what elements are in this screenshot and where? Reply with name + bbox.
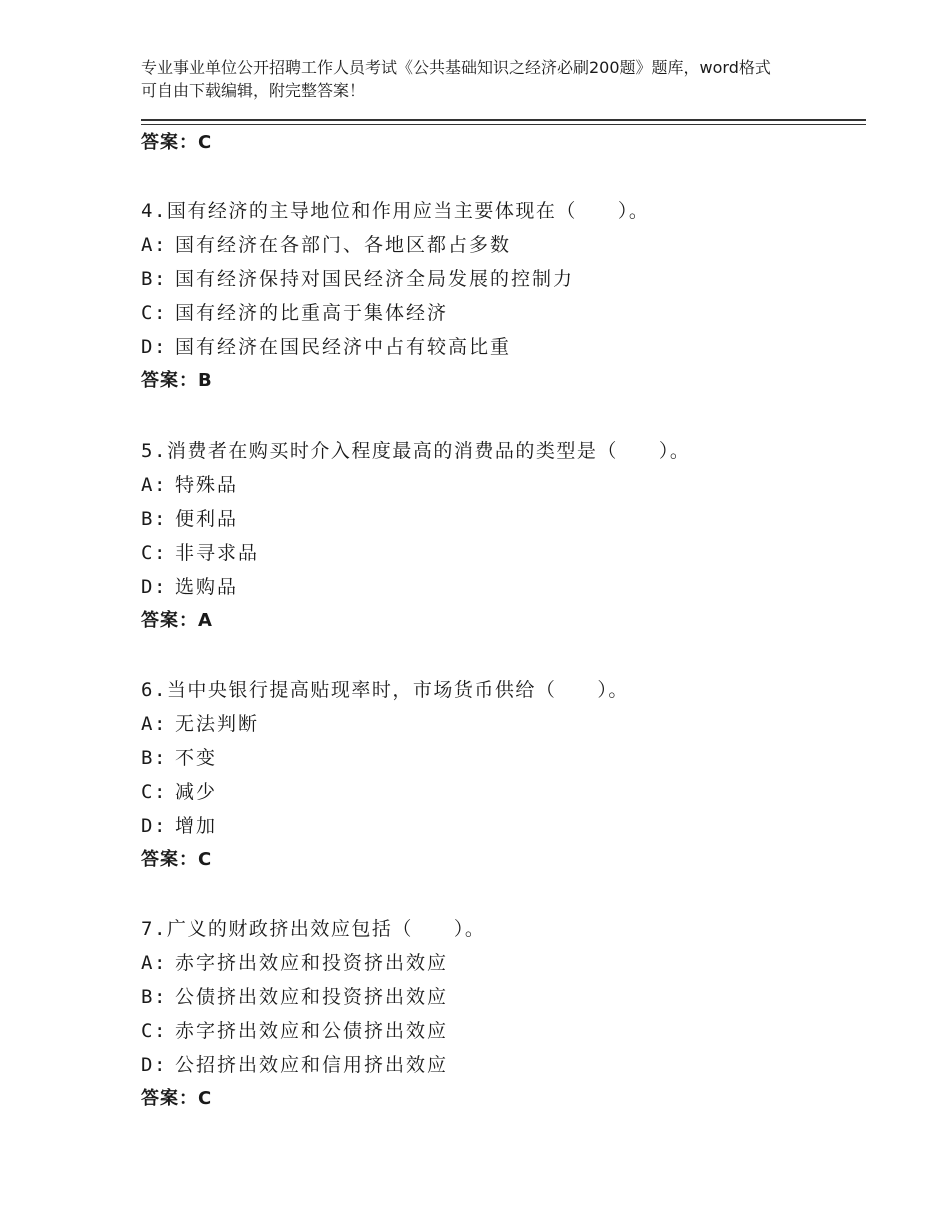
option-text: 国有经济的比重高于集体经济 bbox=[175, 302, 449, 324]
option-letter: C: bbox=[141, 781, 167, 803]
option-a bbox=[141, 712, 861, 746]
question-text: 7.广义的财政挤出效应包括（ ）。 bbox=[141, 918, 486, 940]
answer-label: 答案：B bbox=[141, 370, 213, 391]
option-letter: D: bbox=[141, 1054, 167, 1076]
option-letter: D: bbox=[141, 576, 167, 598]
option-text: 赤字挤出效应和投资挤出效应 bbox=[175, 952, 449, 974]
previous-answer: 答案：C bbox=[141, 132, 213, 153]
option-b bbox=[141, 746, 861, 780]
option-text: 赤字挤出效应和公债挤出效应 bbox=[175, 1020, 449, 1042]
option-text: 特殊品 bbox=[175, 474, 239, 496]
option-letter: A: bbox=[141, 713, 167, 735]
option-d bbox=[141, 814, 861, 848]
answer-label: 答案：C bbox=[141, 1088, 213, 1109]
option-letter: B: bbox=[141, 747, 167, 769]
question-7 bbox=[141, 917, 861, 1111]
question-4 bbox=[141, 199, 861, 393]
answer-label: 答案：C bbox=[141, 849, 213, 870]
question-5 bbox=[141, 439, 861, 633]
document-header: 专业事业单位公开招聘工作人员考试《公共基础知识之经济必刷200题》题库，word格式可自由下载编辑，附完整答案！ bbox=[141, 58, 771, 100]
option-text: 选购品 bbox=[175, 576, 239, 598]
option-letter: B: bbox=[141, 508, 167, 530]
option-letter: A: bbox=[141, 234, 167, 256]
option-text: 国有经济在各部门、各地区都占多数 bbox=[175, 234, 512, 256]
option-text: 便利品 bbox=[175, 508, 239, 530]
option-text: 公招挤出效应和信用挤出效应 bbox=[175, 1054, 449, 1076]
question-text: 5.消费者在购买时介入程度最高的消费品的类型是（ ）。 bbox=[141, 440, 691, 462]
header-rule-thin bbox=[141, 124, 866, 125]
option-letter: A: bbox=[141, 474, 167, 496]
header-rule-thick bbox=[141, 119, 866, 121]
option-b bbox=[141, 267, 861, 301]
option-text: 国有经济在国民经济中占有较高比重 bbox=[175, 336, 512, 358]
option-letter: C: bbox=[141, 1020, 167, 1042]
option-a bbox=[141, 233, 861, 267]
question-text: 6.当中央银行提高贴现率时，市场货币供给（ ）。 bbox=[141, 679, 629, 701]
option-c bbox=[141, 780, 861, 814]
option-text: 增加 bbox=[175, 815, 218, 837]
option-c bbox=[141, 541, 861, 575]
option-text: 无法判断 bbox=[175, 713, 260, 735]
option-text: 不变 bbox=[175, 747, 218, 769]
option-letter: D: bbox=[141, 815, 167, 837]
option-letter: B: bbox=[141, 268, 167, 290]
option-text: 非寻求品 bbox=[175, 542, 260, 564]
option-b bbox=[141, 985, 861, 1019]
option-a bbox=[141, 473, 861, 507]
option-a bbox=[141, 951, 861, 985]
option-letter: C: bbox=[141, 302, 167, 324]
option-letter: B: bbox=[141, 986, 167, 1008]
option-text: 公债挤出效应和投资挤出效应 bbox=[175, 986, 449, 1008]
option-text: 国有经济保持对国民经济全局发展的控制力 bbox=[175, 268, 575, 290]
option-d bbox=[141, 575, 861, 609]
option-text: 减少 bbox=[175, 781, 218, 803]
option-letter: C: bbox=[141, 542, 167, 564]
option-d bbox=[141, 335, 861, 369]
option-c bbox=[141, 301, 861, 335]
option-c bbox=[141, 1019, 861, 1053]
answer-label: 答案：A bbox=[141, 610, 213, 631]
option-d bbox=[141, 1053, 861, 1087]
option-letter: A: bbox=[141, 952, 167, 974]
question-text: 4.国有经济的主导地位和作用应当主要体现在（ ）。 bbox=[141, 200, 650, 222]
option-b bbox=[141, 507, 861, 541]
question-6 bbox=[141, 678, 861, 872]
option-letter: D: bbox=[141, 336, 167, 358]
